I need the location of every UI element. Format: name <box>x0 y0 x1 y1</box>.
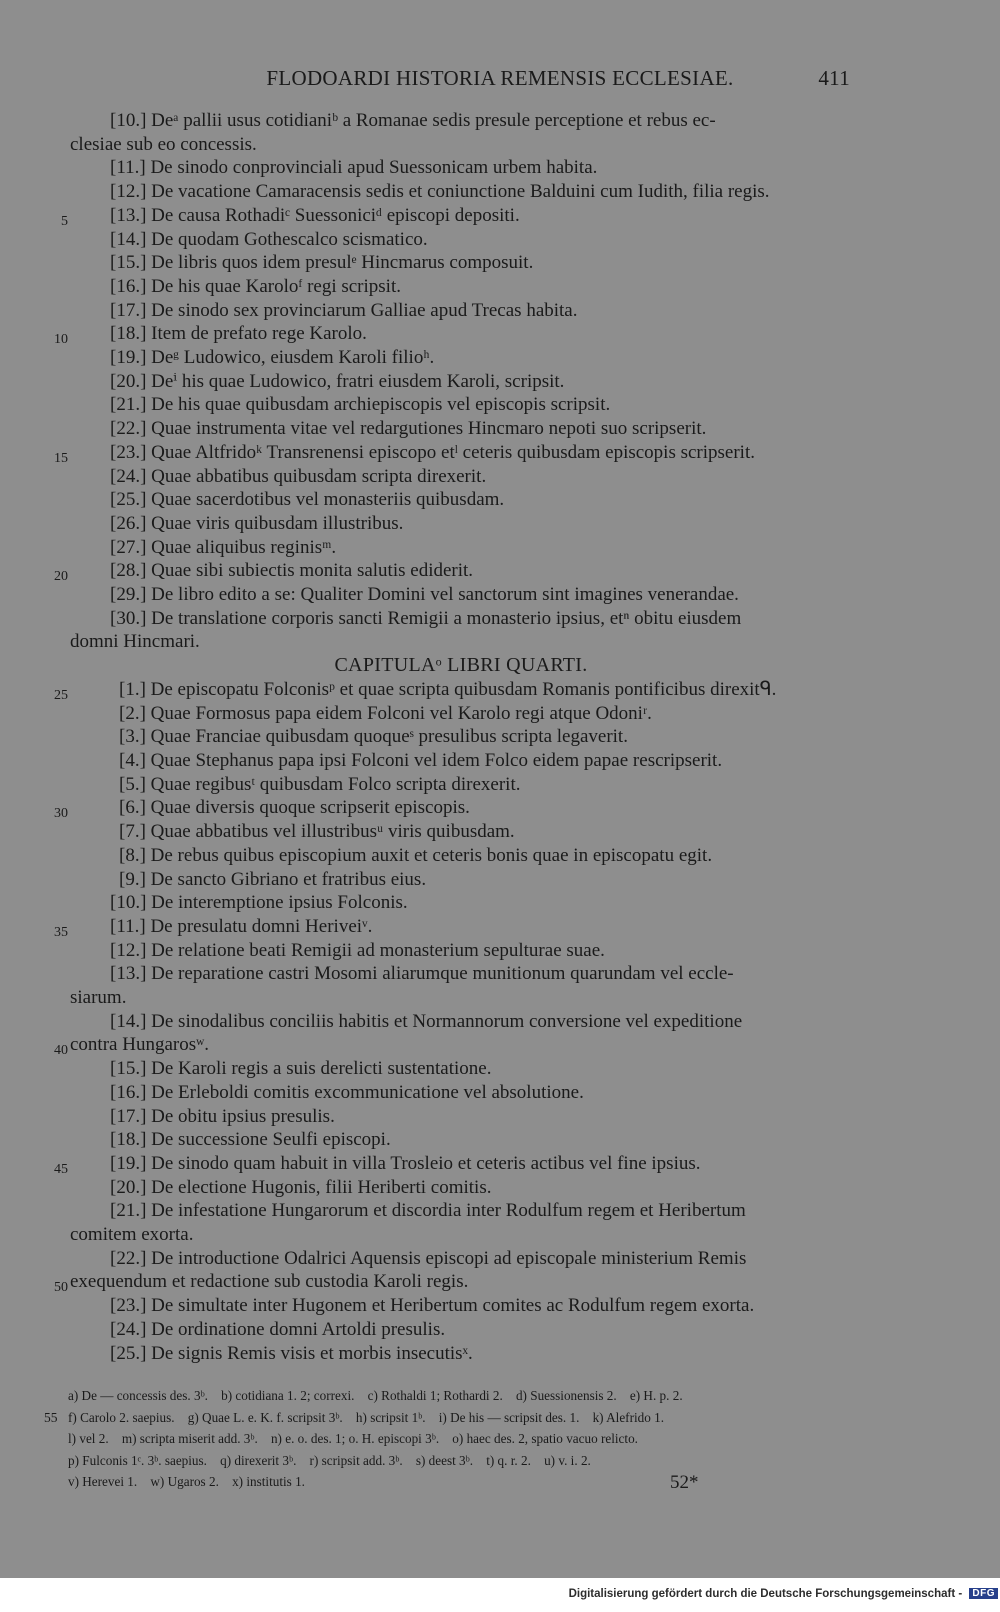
text-line <box>70 820 852 844</box>
line-text: [21.] De his quae quibusdam archiepiscopis vel episcopis scripsit. <box>110 394 611 416</box>
text-line <box>70 346 852 370</box>
line-text: [2.] Quae Formosus papa eidem Folconi vel Karolo regi atque Odoniʳ. <box>119 702 652 724</box>
text-line <box>70 1057 852 1081</box>
line-text: [5.] Quae regibusᵗ quibusdam Folco scripta direxerit. <box>119 773 521 795</box>
text-line <box>70 465 852 489</box>
text-line <box>70 1247 852 1271</box>
line-text: [8.] De rebus quibus episcopium auxit et ceteris bonis quae in episcopatu egit. <box>119 844 713 866</box>
line-text: [24.] De ordinatione domni Artoldi presulis. <box>110 1318 446 1340</box>
text-line <box>54 1033 852 1059</box>
text-line <box>70 725 852 749</box>
text-line <box>70 228 852 252</box>
text-line <box>70 370 852 394</box>
footnotes <box>44 1385 852 1493</box>
line-text: contra Hungarosʷ. <box>70 1034 209 1056</box>
line-text: [16.] De Erleboldi comitis excommunicatione vel absolutione. <box>110 1081 584 1103</box>
text-line <box>70 299 852 323</box>
line-text: [12.] De vacatione Camaracensis sedis et coniunctione Balduini cum Iudith, filia regis. <box>110 181 770 203</box>
line-text: exequendum et redactione sub custodia Karoli regis. <box>70 1271 469 1293</box>
text-line <box>70 488 852 512</box>
line-text: [26.] Quae viris quibusdam illustribus. <box>110 512 404 534</box>
line-text: CAPITULAᵒ LIBRI QUARTI. <box>334 654 588 677</box>
line-text: [4.] Quae Stephanus papa ipsi Folconi vel idem Folco eidem papae rescripserit. <box>119 749 723 771</box>
running-header <box>0 66 1000 96</box>
line-number: 5 <box>61 213 68 229</box>
line-text: [24.] Quae abbatibus quibusdam scripta direxerit. <box>110 465 487 487</box>
line-text: [9.] De sancto Gibriano et fratribus eius. <box>119 868 427 890</box>
footnote-text: l) vel 2. m) scripta miserit add. 3ᵇ. n) e. o. des. 1; o. H. episcopi 3ᵇ. o) haec des. 2, spatio vacuo relicto. <box>68 1431 638 1446</box>
footnote-line <box>44 1407 852 1429</box>
line-text: [23.] Quae Altfridoᵏ Transrenensi episcopo etˡ ceteris quibusdam episcopis scripserit. <box>110 441 755 463</box>
line-text: [1.] De episcopatu Folconisᵖ et quae scripta quibusdam Romanis pontificibus direxitᑫ. <box>119 678 777 700</box>
text-line <box>70 1318 852 1342</box>
line-text: [28.] Quae sibi subiectis monita salutis ediderit. <box>110 560 474 582</box>
text-line <box>70 891 852 915</box>
footnote-line <box>68 1428 852 1450</box>
text-line <box>70 1010 852 1034</box>
line-text: [23.] De simultate inter Hugonem et Heribertum comites ac Rodulfum regem exorta. <box>110 1295 755 1317</box>
line-text: [20.] Deⁱ his quae Ludowico, fratri eiusdem Karoli, scripsit. <box>110 370 565 392</box>
line-text: [22.] Quae instrumenta vitae vel redargutiones Hincmaro nepoti suo scripserit. <box>110 418 707 440</box>
line-text: [18.] Item de prefato rege Karolo. <box>110 323 367 345</box>
line-text: [11.] De presulatu domni Heriveiᵛ. <box>110 915 373 937</box>
line-text: [10.] Deᵃ pallii usus cotidianiᵇ a Romanae sedis presule perceptione et rebus ec- <box>110 110 716 131</box>
line-number: 20 <box>54 569 68 585</box>
text-line <box>70 512 852 536</box>
text-line <box>70 417 852 441</box>
line-text: [27.] Quae aliquibus reginisᵐ. <box>110 536 337 558</box>
line-text: [30.] De translatione corporis sancti Remigii a monasterio ipsius, etⁿ obitu eiusdem <box>110 607 742 629</box>
text-line <box>70 133 852 157</box>
footnote-line <box>68 1471 852 1493</box>
section-heading <box>70 654 852 678</box>
text-line <box>70 1223 852 1247</box>
text-line <box>70 607 852 631</box>
chapter-list <box>54 109 852 1365</box>
text-line <box>54 678 852 703</box>
line-text: [16.] De his quae Karoloᶠ regi scripsit. <box>110 275 401 297</box>
digitization-credit <box>0 1588 998 1600</box>
text-line <box>70 1081 852 1105</box>
text-line <box>54 441 852 466</box>
text-line <box>70 156 852 180</box>
footnote-line <box>68 1450 852 1472</box>
page-number: 411 <box>818 66 850 90</box>
footnote-line <box>68 1385 852 1407</box>
line-text: siarum. <box>70 987 127 1009</box>
line-text: [7.] Quae abbatibus vel illustribusᵘ viris quibusdam. <box>119 821 515 843</box>
line-number: 35 <box>54 924 68 940</box>
line-text: [25.] De signis Remis visis et morbis insecutisˣ. <box>110 1342 473 1364</box>
line-text: [14.] De sinodalibus conciliis habitis et Normannorum conversione vel expeditione <box>110 1010 743 1032</box>
line-number: 25 <box>54 687 68 703</box>
text-line <box>70 275 852 299</box>
footnote-text: p) Fulconis 1ᶜ. 3ᵇ. saepius. q) direxerit 3ᵇ. r) scripsit add. 3ᵇ. s) deest 3ᵇ. t) q. r. 2. u) v. i. 2. <box>68 1452 591 1468</box>
text-line <box>70 702 852 726</box>
text-line <box>70 962 852 986</box>
text-line <box>54 1152 852 1177</box>
text-line <box>70 844 852 868</box>
line-text: [15.] De libris quos idem presulᵉ Hincmarus composuit. <box>110 252 534 274</box>
line-text: [19.] De sinodo quam habuit in villa Trosleio et ceteris actibus vel fine ipsius. <box>110 1152 701 1174</box>
text-line <box>70 1176 852 1200</box>
text-line <box>54 796 852 822</box>
line-text: [20.] De electione Hugonis, filii Heriberti comitis. <box>110 1176 492 1198</box>
text-line <box>70 1128 852 1152</box>
line-text: [13.] De causa Rothadiᶜ Suessoniciᵈ episcopi depositi. <box>110 204 520 226</box>
sheet-signature: 52* <box>670 1472 699 1493</box>
line-text: [6.] Quae diversis quoque scripserit episcopis. <box>119 797 470 819</box>
line-text: [17.] De sinodo sex provinciarum Galliae apud Trecas habita. <box>110 299 578 321</box>
text-line <box>70 393 852 417</box>
footnote-text: f) Carolo 2. saepius. g) Quae L. e. K. f. scripsit 3ᵇ. h) scripsit 1ᵇ. i) De his — scripsit des. 1. k) Alefrido 1. <box>68 1409 665 1425</box>
line-text: [3.] Quae Franciae quibusdam quoqueˢ presulibus scripta legaverit. <box>119 726 628 748</box>
text-line <box>70 251 852 275</box>
line-text: clesiae sub eo concessis. <box>70 133 257 155</box>
line-text: [13.] De reparatione castri Mosomi aliarumque munitionum quarundam vel eccle- <box>110 963 734 985</box>
text-line <box>70 868 852 892</box>
text-line <box>54 322 852 348</box>
footnote-text: v) Herevei 1. w) Ugaros 2. x) institutis 1. <box>68 1474 305 1489</box>
line-text: [15.] De Karoli regis a suis derelicti sustentatione. <box>110 1058 492 1080</box>
text-line <box>70 536 852 560</box>
text-line <box>70 583 852 607</box>
line-text: [12.] De relatione beati Remigii ad monasterium sepulturae suae. <box>110 939 605 961</box>
line-number: 55 <box>44 1409 58 1425</box>
footnote-text: a) De — concessis des. 3ᵇ. b) cotidiana 1. 2; correxi. c) Rothaldi 1; Rothardi 2. d) Suessionensis 2. e) H. p. 2. <box>68 1388 683 1403</box>
line-number: 15 <box>54 450 68 466</box>
line-number: 50 <box>54 1280 68 1296</box>
line-text: [17.] De obitu ipsius presulis. <box>110 1105 335 1127</box>
line-text: domni Hincmari. <box>70 631 200 653</box>
dfg-logo: DFG <box>969 1588 998 1599</box>
line-text: [18.] De successione Seulfi episcopi. <box>110 1129 391 1151</box>
line-text: [25.] Quae sacerdotibus vel monasteriis quibusdam. <box>110 489 505 511</box>
text-line <box>70 1199 852 1223</box>
line-number: 30 <box>54 806 68 822</box>
line-text: [14.] De quodam Gothescalco scismatico. <box>110 228 428 250</box>
text-line <box>70 939 852 963</box>
text-line <box>70 109 852 133</box>
line-number: 10 <box>54 332 68 348</box>
line-number: 45 <box>54 1161 68 1177</box>
line-text: [21.] De infestatione Hungarorum et discordia inter Rodulfum regem et Heribertum <box>110 1200 746 1222</box>
line-text: [22.] De introductione Odalrici Aquensis episcopi ad episcopale ministerium Remis <box>110 1247 747 1269</box>
text-line <box>70 773 852 797</box>
line-text: [10.] De interemptione ipsius Folconis. <box>110 892 408 914</box>
text-line <box>70 1105 852 1129</box>
text-line <box>54 915 852 940</box>
text-line <box>61 204 852 229</box>
text-line <box>54 1270 852 1296</box>
text-line <box>70 180 852 204</box>
credit-text: Digitalisierung gefördert durch die Deutsche Forschungsgemeinschaft - <box>568 1588 963 1600</box>
header-title: FLODOARDI HISTORIA REMENSIS ECCLESIAE. <box>266 66 734 90</box>
text-line <box>70 749 852 773</box>
line-text: [11.] De sinodo conprovinciali apud Suessonicam urbem habita. <box>110 157 598 179</box>
line-text: comitem exorta. <box>70 1224 194 1246</box>
text-line <box>70 986 852 1010</box>
line-text: [19.] Deᵍ Ludowico, eiusdem Karoli filioʰ. <box>110 347 435 369</box>
text-line <box>54 559 852 585</box>
text-line <box>70 1294 852 1318</box>
text-line <box>70 630 852 654</box>
line-text: [29.] De libro edito a se: Qualiter Domini vel sanctorum sint imagines venerandae. <box>110 584 739 606</box>
text-line <box>70 1342 852 1366</box>
line-number: 40 <box>54 1043 68 1059</box>
